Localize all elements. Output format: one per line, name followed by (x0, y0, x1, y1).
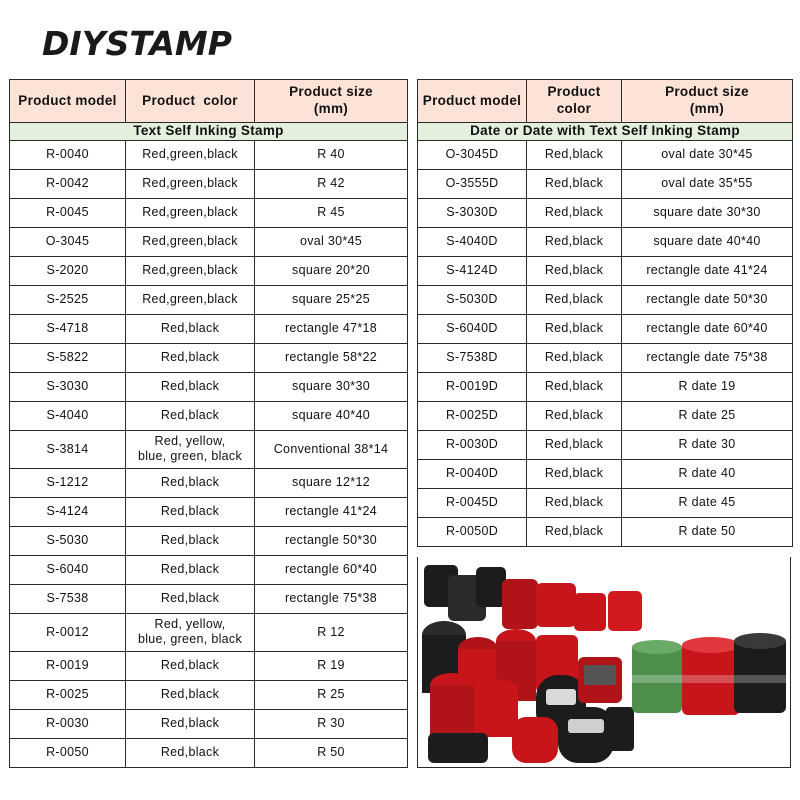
table-row (10, 401, 408, 430)
cell-product-color: Red,black (126, 468, 255, 497)
header-product-color: Product color (527, 80, 622, 123)
cell-product-model: S-7538D (418, 343, 527, 372)
cell-product-size: square 12*12 (255, 468, 408, 497)
cell-product-size: R 42 (255, 169, 408, 198)
table-row (10, 314, 408, 343)
table-row (10, 497, 408, 526)
cell-product-size: rectangle date 60*40 (622, 314, 793, 343)
table-row (418, 343, 793, 372)
cell-product-color: Red, yellow, blue, green, black (126, 613, 255, 651)
table-row (10, 430, 408, 468)
cell-product-model: S-4718 (10, 314, 126, 343)
cell-product-size: square date 30*30 (622, 198, 793, 227)
cell-product-color: Red,black (527, 517, 622, 546)
cell-product-model: R-0040 (10, 140, 126, 169)
cell-product-model: R-0025 (10, 680, 126, 709)
cell-product-size: rectangle 60*40 (255, 555, 408, 584)
cell-product-model: R-0050 (10, 738, 126, 767)
table-row (418, 430, 793, 459)
cell-product-model: O-3045 (10, 227, 126, 256)
cell-product-color: Red,black (126, 372, 255, 401)
table-row (10, 555, 408, 584)
cell-product-size: R 50 (255, 738, 408, 767)
cell-product-model: R-0030 (10, 709, 126, 738)
cell-product-model: S-5030D (418, 285, 527, 314)
cell-product-size: oval 30*45 (255, 227, 408, 256)
text-stamp-table (9, 79, 408, 768)
cell-product-model: S-2020 (10, 256, 126, 285)
cell-product-color: Red,black (126, 738, 255, 767)
cell-product-color: Red,green,black (126, 198, 255, 227)
header-product-size: Product size (mm) (255, 80, 408, 123)
cell-product-color: Red,black (527, 256, 622, 285)
cell-product-size: rectangle 47*18 (255, 314, 408, 343)
cell-product-color: Red,black (126, 401, 255, 430)
header-product-size: Product size (mm) (622, 80, 793, 123)
table-row (10, 140, 408, 169)
cell-product-model: S-2525 (10, 285, 126, 314)
section-title-text-stamp: Text Self Inking Stamp (10, 123, 408, 141)
cell-product-color: Red,black (126, 314, 255, 343)
cell-product-model: R-0050D (418, 517, 527, 546)
cell-product-model: S-6040D (418, 314, 527, 343)
cell-product-model: S-3030 (10, 372, 126, 401)
cell-product-size: oval date 35*55 (622, 169, 793, 198)
table-row (10, 285, 408, 314)
cell-product-model: S-5822 (10, 343, 126, 372)
cell-product-size: R date 40 (622, 459, 793, 488)
cell-product-color: Red,green,black (126, 256, 255, 285)
cell-product-color: Red,black (126, 555, 255, 584)
table-row (10, 584, 408, 613)
cell-product-size: R 25 (255, 680, 408, 709)
table-row (418, 169, 793, 198)
cell-product-color: Red,green,black (126, 169, 255, 198)
date-stamp-table (417, 79, 793, 547)
cell-product-color: Red,black (126, 497, 255, 526)
diystamp-logo (40, 24, 240, 64)
cell-product-model: R-0040D (418, 459, 527, 488)
cell-product-color: Red,black (126, 680, 255, 709)
cell-product-size: square 20*20 (255, 256, 408, 285)
cell-product-size: rectangle 58*22 (255, 343, 408, 372)
cell-product-size: R 45 (255, 198, 408, 227)
cell-product-color: Red,green,black (126, 285, 255, 314)
table-row (418, 372, 793, 401)
cell-product-size: R date 45 (622, 488, 793, 517)
cell-product-color: Red,black (527, 459, 622, 488)
cell-product-size: square date 40*40 (622, 227, 793, 256)
cell-product-size: R 19 (255, 651, 408, 680)
header-product-model: Product model (418, 80, 527, 123)
table-row (418, 459, 793, 488)
cell-product-model: R-0019 (10, 651, 126, 680)
cell-product-color: Red,black (527, 169, 622, 198)
cell-product-color: Red,black (527, 488, 622, 517)
table-row (10, 343, 408, 372)
header-product-model: Product model (10, 80, 126, 123)
cell-product-size: R 12 (255, 613, 408, 651)
cell-product-color: Red,black (126, 584, 255, 613)
cell-product-size: R date 19 (622, 372, 793, 401)
cell-product-model: S-4040 (10, 401, 126, 430)
self-inking-stamps-photo-icon (418, 557, 790, 767)
cell-product-color: Red,black (527, 343, 622, 372)
table-row (10, 526, 408, 555)
cell-product-size: rectangle date 50*30 (622, 285, 793, 314)
table-row (418, 256, 793, 285)
table-row (10, 468, 408, 497)
cell-product-model: S-7538 (10, 584, 126, 613)
table-row (10, 651, 408, 680)
cell-product-model: S-1212 (10, 468, 126, 497)
table-row (10, 709, 408, 738)
cell-product-size: R 30 (255, 709, 408, 738)
cell-product-size: rectangle date 41*24 (622, 256, 793, 285)
table-row (10, 198, 408, 227)
cell-product-color: Red,green,black (126, 227, 255, 256)
cell-product-size: square 40*40 (255, 401, 408, 430)
cell-product-model: S-4124 (10, 497, 126, 526)
cell-product-model: S-3814 (10, 430, 126, 468)
cell-product-size: square 30*30 (255, 372, 408, 401)
cell-product-size: rectangle date 75*38 (622, 343, 793, 372)
table-row (10, 227, 408, 256)
cell-product-color: Red,black (527, 401, 622, 430)
cell-product-color: Red, yellow, blue, green, black (126, 430, 255, 468)
cell-product-color: Red,black (527, 430, 622, 459)
cell-product-color: Red,green,black (126, 140, 255, 169)
cell-product-color: Red,black (126, 709, 255, 738)
table-row (418, 227, 793, 256)
cell-product-model: R-0042 (10, 169, 126, 198)
cell-product-model: S-5030 (10, 526, 126, 555)
cell-product-size: rectangle 41*24 (255, 497, 408, 526)
cell-product-size: R 40 (255, 140, 408, 169)
cell-product-model: O-3045D (418, 140, 527, 169)
table-row (418, 488, 793, 517)
cell-product-model: S-3030D (418, 198, 527, 227)
cell-product-model: R-0045D (418, 488, 527, 517)
table-row (10, 169, 408, 198)
cell-product-color: Red,black (527, 372, 622, 401)
cell-product-model: R-0025D (418, 401, 527, 430)
table-row (418, 401, 793, 430)
cell-product-color: Red,black (527, 227, 622, 256)
cell-product-model: R-0045 (10, 198, 126, 227)
table-row (418, 517, 793, 546)
cell-product-size: rectangle 75*38 (255, 584, 408, 613)
stamps-product-photo (417, 557, 791, 768)
table-row (418, 198, 793, 227)
cell-product-size: R date 30 (622, 430, 793, 459)
table-row (418, 314, 793, 343)
table-row (10, 613, 408, 651)
cell-product-model: S-4124D (418, 256, 527, 285)
table-row (418, 140, 793, 169)
cell-product-size: R date 25 (622, 401, 793, 430)
cell-product-color: Red,black (527, 285, 622, 314)
cell-product-model: R-0019D (418, 372, 527, 401)
table-row (418, 285, 793, 314)
cell-product-size: oval date 30*45 (622, 140, 793, 169)
table-row (10, 738, 408, 767)
cell-product-color: Red,black (126, 343, 255, 372)
cell-product-size: rectangle 50*30 (255, 526, 408, 555)
cell-product-model: O-3555D (418, 169, 527, 198)
table-row (10, 680, 408, 709)
cell-product-color: Red,black (126, 651, 255, 680)
cell-product-color: Red,black (527, 140, 622, 169)
logo-text: DIYSTAMP (42, 24, 232, 63)
table-row (10, 372, 408, 401)
cell-product-model: R-0030D (418, 430, 527, 459)
table-row (10, 256, 408, 285)
cell-product-color: Red,black (126, 526, 255, 555)
cell-product-color: Red,black (527, 314, 622, 343)
header-product-color: Product color (126, 80, 255, 123)
cell-product-size: Conventional 38*14 (255, 430, 408, 468)
cell-product-size: square 25*25 (255, 285, 408, 314)
cell-product-color: Red,black (527, 198, 622, 227)
section-title-date-stamp: Date or Date with Text Self Inking Stamp (418, 123, 793, 141)
cell-product-model: S-4040D (418, 227, 527, 256)
cell-product-model: S-6040 (10, 555, 126, 584)
cell-product-model: R-0012 (10, 613, 126, 651)
cell-product-size: R date 50 (622, 517, 793, 546)
